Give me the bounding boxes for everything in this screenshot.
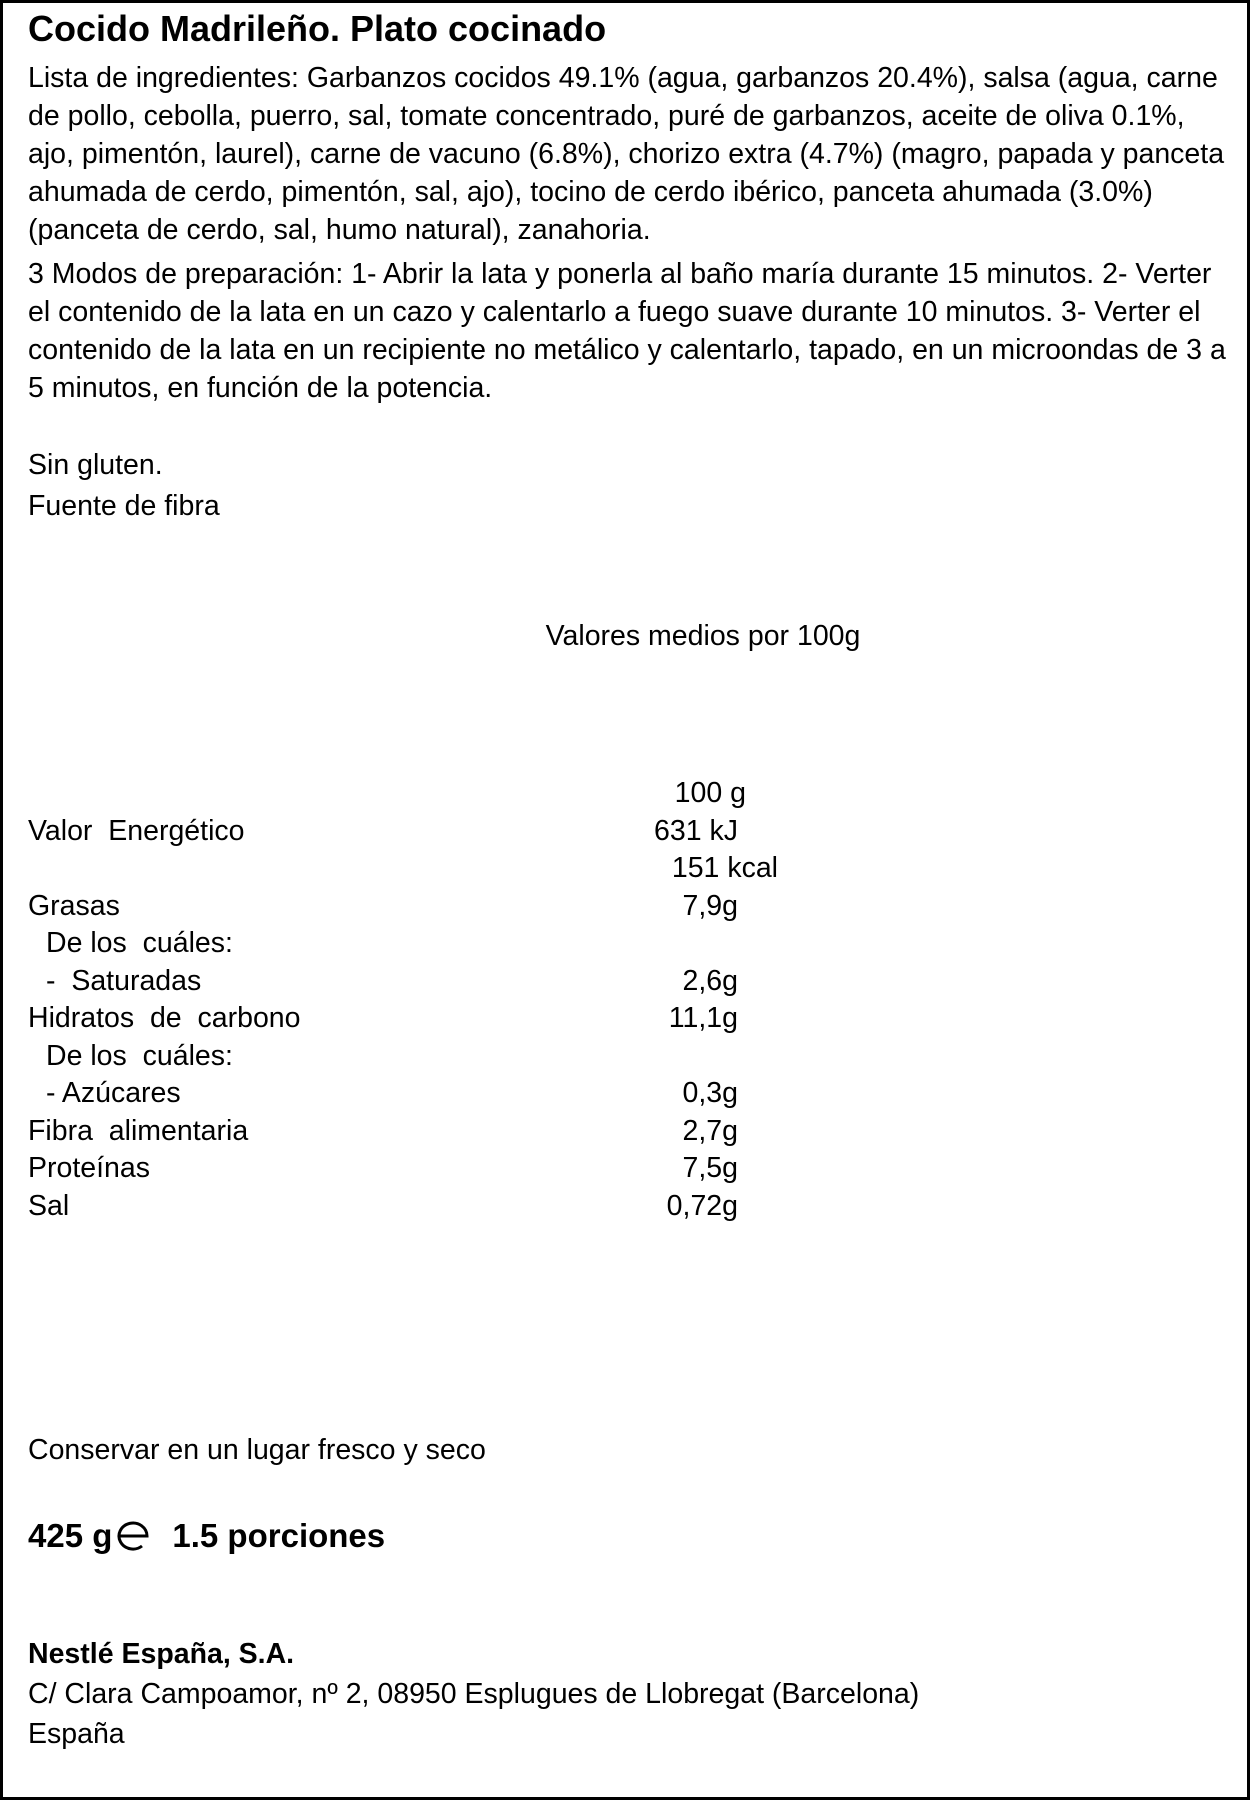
nutrient-value: 7,9g <box>682 889 738 922</box>
portions: 1.5 porciones <box>172 1517 386 1554</box>
table-row <box>28 1150 1228 1188</box>
table-row <box>28 888 1228 926</box>
nutrient-label: - Azúcares <box>46 1077 181 1109</box>
nutrient-value: 631 kJ <box>654 814 738 847</box>
nutrient-value: 0,3g <box>682 1077 738 1109</box>
nutrient-value: 7,5g <box>682 1152 738 1184</box>
table-row <box>28 813 1228 851</box>
company-name: Nestlé España, S.A. <box>28 1638 295 1670</box>
table-row <box>28 1038 1228 1076</box>
net-quantity-line <box>28 1514 385 1558</box>
nutrient-label: Hidratos de carbono <box>28 1002 301 1034</box>
nutrient-value: 2,7g <box>682 1114 738 1147</box>
table-row <box>28 850 1228 888</box>
table-row <box>28 963 1228 1001</box>
nutrition-column-header-row <box>28 775 1228 813</box>
net-quantity: 425 g <box>28 1517 113 1554</box>
company-country: España <box>28 1718 125 1750</box>
nutrient-label: - Saturadas <box>46 964 202 997</box>
nutrient-value: 11,1g <box>668 1002 738 1034</box>
nutrient-value: 0,72g <box>666 1189 738 1222</box>
table-row <box>28 1075 1228 1113</box>
claim-gluten-free: Sin gluten. <box>28 449 163 481</box>
table-row <box>28 1113 1228 1151</box>
nutrition-column-header: 100 g <box>674 777 746 809</box>
table-row <box>28 1188 1228 1226</box>
label-content <box>28 7 1228 1750</box>
storage-instructions: Conservar en un lugar fresco y seco <box>28 1434 486 1466</box>
ingredients-list: Lista de ingredientes: Garbanzos cocidos 49.1% (agua, garbanzos 20.4%), salsa (agua, carne de pollo, cebolla, puerro, sal, tomate concentrado, puré de garbanzos, aceite de oliva 0.1%, ajo, pimentón, laurel), carne de vacuno (6.8%), chorizo extra (4.7%) (magro, papada y panceta ahumada de cerdo, pimentón, sal, ajo), tocino de cerdo ibérico, panceta ahumada (3.0%) (panceta de cerdo, sal, humo natural), zanahoria. <box>28 62 1225 246</box>
nutrient-label: Grasas <box>28 889 120 922</box>
product-title: Cocido Madrileño. Plato cocinado <box>28 8 607 49</box>
nutrient-label: Valor Energético <box>28 814 245 847</box>
table-row <box>28 925 1228 963</box>
table-row <box>28 1000 1228 1038</box>
nutrient-label: Proteínas <box>28 1152 150 1184</box>
e-mark-icon <box>116 1519 150 1553</box>
nutrition-header: Valores medios por 100g <box>545 620 861 652</box>
nutrient-label: Fibra alimentaria <box>28 1114 249 1147</box>
claim-fiber-source: Fuente de fibra <box>28 490 220 522</box>
nutrient-value: 2,6g <box>682 964 738 997</box>
preparation-instructions: 3 Modos de preparación: 1- Abrir la lata y ponerla al baño maría durante 15 minutos. 2- Verter el contenido de la lata en un cazo y calentarlo a fuego suave durante 10 minutos. 3- Verter el contenido de la lata en un recipiente no metálico y calentarlo, tapado, en un microondas de 3 a 5 minutos, en función de la potencia. <box>28 258 1226 404</box>
company-info <box>28 1634 919 1754</box>
nutrient-sublabel: De los cuáles: <box>46 1039 233 1072</box>
nutrition-table <box>28 775 1228 1225</box>
nutrient-value: 151 kcal <box>671 852 778 884</box>
claims <box>28 445 1228 527</box>
nutrient-sublabel: De los cuáles: <box>46 927 233 959</box>
company-address: C/ Clara Campoamor, nº 2, 08950 Esplugues de Llobregat (Barcelona) <box>28 1678 920 1710</box>
nutrient-label: Sal <box>28 1189 70 1222</box>
